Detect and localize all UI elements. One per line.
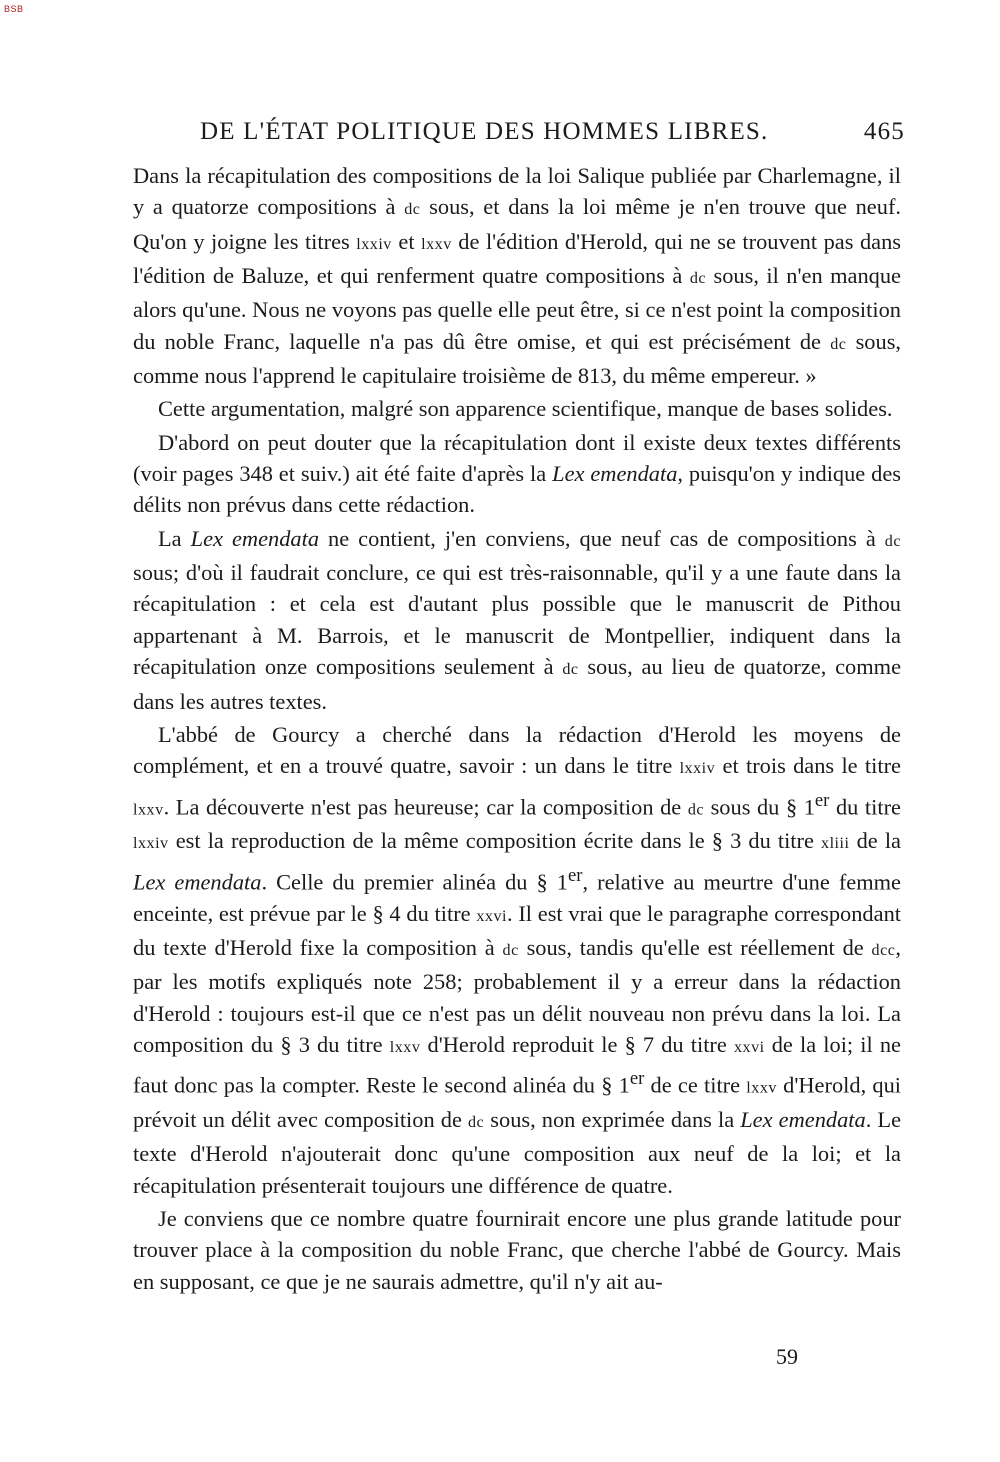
italic-title: Lex emendata [133, 869, 262, 895]
text-run: D'abord on peut douter que la récapitulation dont il existe deux textes différents (voir pages 348 et suiv.) ait été faite d'après la [133, 429, 901, 487]
text-run: sous, tandis qu'elle est réellement de [518, 934, 872, 960]
text-run: La [158, 525, 191, 551]
text-run: , relative au meurtre d'une femme enceinte, est prévue par le § 4 du titre [133, 869, 901, 926]
paragraph-6: Je conviens que ce nombre quatre fournirait encore une plus grande latitude pour trouver place à la composition du noble Franc, que cherche l'abbé de Gourcy. Mais en supposant, ce que je ne saurais admettre, qu'il n'y ait au- [133, 1206, 901, 1294]
paragraph-4 [133, 523, 901, 717]
superscript: er [629, 1068, 645, 1090]
text-run: , puisqu'on y indique des délits non prévus dans cette rédaction. [133, 461, 901, 518]
text-run: est la reproduction de la même composition écrite dans le § 3 du titre [168, 828, 822, 854]
text-run: d'Herold, qui prévoit un délit avec composition de [133, 1072, 901, 1133]
text-run: . Il est vrai que le paragraphe correspondant du texte d'Herold fixe la composition à [133, 900, 901, 960]
italic-title: Lex emendata [190, 525, 320, 551]
italic-title: Lex emendata [552, 461, 678, 487]
text-run: et [391, 228, 422, 254]
text-run: . La découverte n'est pas heureuse; car la composition de [163, 794, 688, 819]
text-run: . Celle du premier alinéa du § 1 [261, 869, 568, 895]
library-mark: BSB [4, 4, 24, 14]
text-run: Dans la récapitulation des compositions de la loi Salique publiée par Charlemagne, il y a quatorze compositions à [133, 163, 901, 220]
running-header [200, 118, 905, 158]
small-caps-numeral: dc [562, 661, 579, 679]
small-caps-numeral: lxxv [389, 1038, 421, 1056]
text-run: . Le texte d'Herold n'ajouterait donc qu'une composition aux neuf de la loi; et la récapitulation présenterait toujours une différence de quatre. [133, 1107, 902, 1198]
text-run: sous, comme nous l'apprend le capitulaire troisième de 813, du même empereur. » [133, 328, 902, 389]
small-caps-numeral: xxvi [476, 907, 507, 925]
text-run: L'abbé de Gourcy a cherché dans la rédaction d'Herold les moyens de complément, et en a trouvé quatre, savoir : un dans le titre [133, 721, 901, 779]
italic-title: Lex emendata [740, 1107, 866, 1133]
small-caps-numeral: lxxiv [356, 235, 392, 253]
small-caps-numeral: dc [689, 270, 707, 288]
small-caps-numeral: xliii [821, 835, 850, 853]
text-run: sous, au lieu de quatorze, comme dans les autres textes. [133, 654, 902, 714]
text-run: de l'édition d'Herold, qui ne se trouvent pas dans l'édition de Baluze, et qui renferment quatre compositions à [133, 228, 902, 289]
small-caps-numeral: dc [884, 532, 902, 550]
small-caps-numeral: dc [404, 201, 421, 219]
small-caps-numeral: lxxv [746, 1079, 777, 1097]
paragraph-3 [133, 427, 901, 521]
small-caps-numeral: dc [830, 335, 847, 353]
text-run: de la [849, 828, 901, 854]
small-caps-numeral: dc [467, 1114, 485, 1132]
text-run: sous, non exprimée dans la [484, 1107, 741, 1133]
text-run: du titre [829, 794, 901, 819]
small-caps-numeral: dc [687, 801, 705, 818]
text-run: sous, et dans la loi même je n'en trouve que neuf. Qu'on y joigne les titres [133, 194, 901, 254]
superscript: er [814, 789, 830, 811]
text-run: sous du § 1 [704, 794, 815, 819]
small-caps-numeral: lxxiv [133, 835, 169, 853]
small-caps-numeral: lxxiv [679, 760, 716, 778]
text-run: ne contient, j'en conviens, que neuf cas de compositions à [319, 525, 885, 551]
text-run: sous; d'où il faudrait conclure, ce qui est très-raisonnable, qu'il y a une faute dans la récapitulation : et cela est d'autant plus possible que le manuscrit de Pithou appartenant à M. Barrois, et le manuscrit de Montpellier, indiquent dans la récapitulation onze compositions seulement à [133, 560, 901, 680]
running-title: DE L'ÉTAT POLITIQUE DES HOMMES LIBRES. [200, 118, 769, 145]
text-run: et trois dans le titre [715, 753, 901, 779]
text-run: d'Herold reproduit le § 7 du titre [420, 1031, 734, 1057]
page-body [133, 160, 901, 1297]
text-run: de la loi; il ne faut donc pas la compter. Reste le second alinéa du § 1 [133, 1031, 901, 1098]
page-number: 465 [863, 118, 905, 145]
small-caps-numeral: dcc [871, 941, 896, 959]
small-caps-numeral: lxxv [421, 235, 452, 253]
text-run: de ce titre [644, 1072, 747, 1098]
small-caps-numeral: lxxv [133, 801, 164, 818]
superscript: er [567, 864, 583, 886]
small-caps-numeral: xxvi [733, 1038, 765, 1056]
paragraph-2: Cette argumentation, malgré son apparence scientifique, manque de bases solides. [158, 396, 893, 422]
signature-mark: 59 [776, 1344, 798, 1369]
text-run: sous, il n'en manque alors qu'une. Nous ne voyons pas quelle elle peut être, si ce n'est point la composition du noble Franc, laquelle n'a pas dû être omise, et qui est précisément de [133, 263, 901, 354]
paragraph-1 [133, 160, 901, 391]
text-run: , par les motifs expliqués note 258; probablement il y a erreur dans la rédaction d'Herold : toujours est-il que ce n'est pas un délit nouveau non prévu dans la loi. La composition du § 3 du titre [133, 934, 901, 1057]
small-caps-numeral: dc [502, 941, 519, 959]
paragraph-5 [133, 719, 901, 1201]
